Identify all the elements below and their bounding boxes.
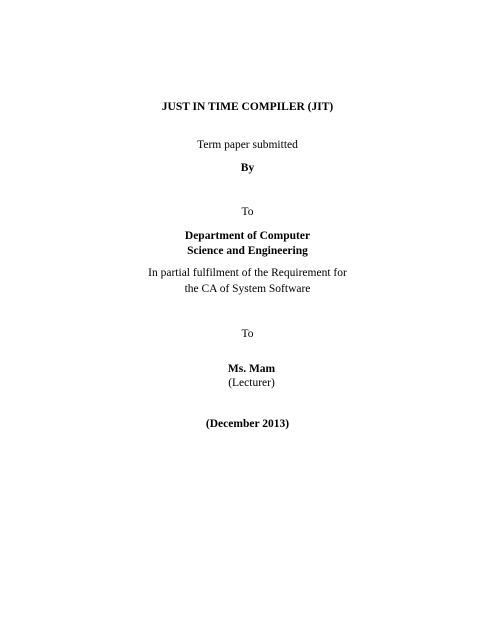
document-title: JUST IN TIME COMPILER (JIT): [161, 101, 334, 113]
department-line-2: Science and Engineering: [187, 245, 308, 257]
to-label-first: To: [241, 206, 254, 218]
by-label: By: [240, 162, 255, 174]
submitted-line: Term paper submitted: [197, 139, 298, 151]
requirement-line-1: In partial fulfilment of the Requirement for: [148, 267, 347, 279]
recipient-name: Ms. Mam: [227, 363, 276, 375]
recipient-role: (Lecturer): [228, 377, 275, 389]
requirement-line-2: the CA of System Software: [184, 283, 311, 295]
to-label-second: To: [241, 328, 254, 340]
department-line-1: Department of Computer: [184, 230, 311, 242]
submission-date: (December 2013): [205, 418, 290, 430]
